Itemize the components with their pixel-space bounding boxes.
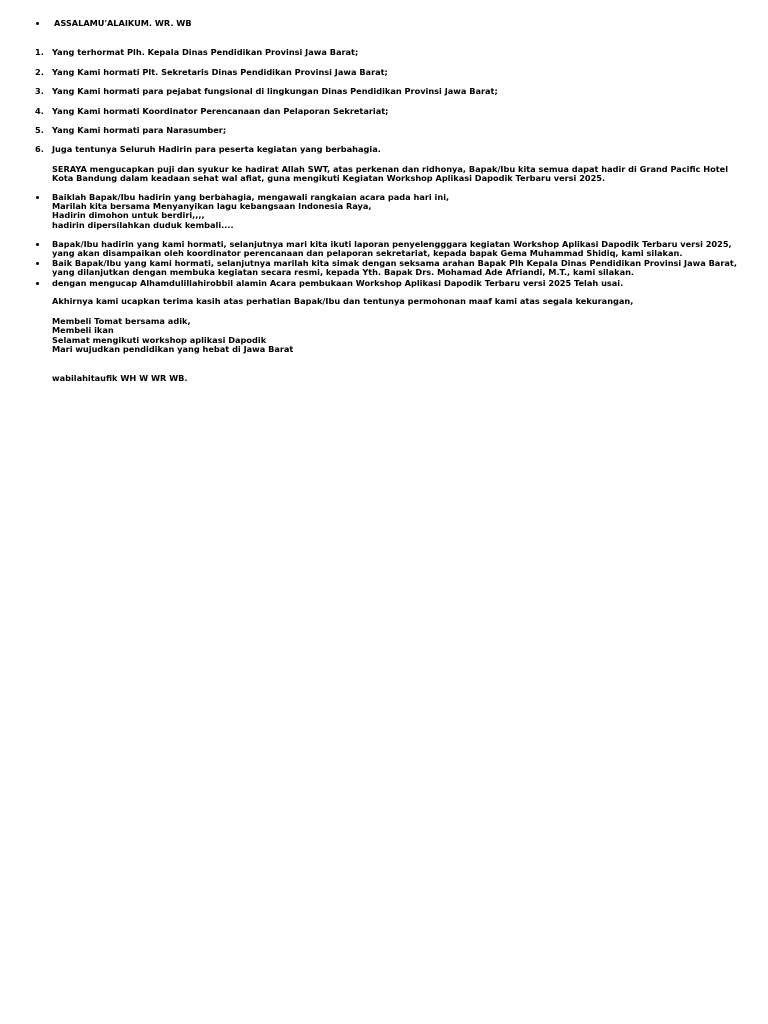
pantun-line: Selamat mengikuti workshop aplikasi Dapodik [52,335,267,345]
report-line: Bapak/Ibu hadirin yang kami hormati, selanjutnya mari kita ikuti laporan penyelengggara kegiatan Workshop Aplikasi Dapodik Terbaru versi 2025, [52,239,732,249]
pantun-line: Membeli Tomat bersama adik, [52,316,191,326]
salutation-number: 3. [35,86,44,96]
salutation-number: 6. [35,144,44,154]
report-bullet [36,243,39,246]
speech-bullet [36,262,39,265]
anthem-line: Hadirin dimohon untuk berdiri,,,, [52,210,205,220]
speech-line: yang dilanjutkan dengan membuka kegiatan secara resmi, kepada Yth. Bapak Drs. Mohamad Ade Afriandi, M.T., kami silakan. [52,267,635,277]
anthem-line: Marilah kita bersama Menyanyikan lagu kebangsaan Indonesia Raya, [52,201,372,211]
salutation-text: Yang Kami hormati Koordinator Perencanaan dan Pelaporan Sekretariat; [52,106,389,116]
salutation-number: 5. [35,125,44,135]
greeting-bullet [36,22,39,25]
salutation-text: Juga tentunya Seluruh Hadirin para peserta kegiatan yang berbahagia. [52,144,381,154]
opening-line: SERAYA mengucapkan puji dan syukur ke hadirat Allah SWT, atas perkenan dan ridhonya, Bapak/Ibu kita semua dapat hadir di Grand Pacific Hotel [52,164,728,174]
closing-text: dengan mengucap Alhamdulillahirobbil alamin Acara pembukaan Workshop Aplikasi Dapodik Terbaru versi 2025 Telah usai. [52,278,624,288]
salutation-number: 2. [35,67,44,77]
pantun-line: Mari wujudkan pendidikan yang hebat di Jawa Barat [52,344,294,354]
anthem-bullet [36,196,39,199]
salutation-text: Yang Kami hormati para Narasumber; [52,125,227,135]
opening-line: Kota Bandung dalam keadaan sehat wal afiat, guna mengikuti Kegiatan Workshop Aplikasi Dapodik Terbaru versi 2025. [52,173,606,183]
salutation-number: 4. [35,106,44,116]
salutation-number: 1. [35,47,44,57]
salutation-text: Yang Kami hormati Plt. Sekretaris Dinas Pendidikan Provinsi Jawa Barat; [52,67,388,77]
pantun-line: Membeli ikan [52,325,114,335]
speech-line: Baik Bapak/Ibu yang kami hormati, selanjutnya marilah kita simak dengan seksama arahan Bapak Plh Kepala Dinas Pendidikan Provinsi Jawa Barat, [52,258,737,268]
salutation-text: Yang Kami hormati para pejabat fungsional di lingkungan Dinas Pendidikan Provinsi Jawa Barat; [52,86,498,96]
salutation-text: Yang terhormat Plh. Kepala Dinas Pendidikan Provinsi Jawa Barat; [52,47,359,57]
anthem-line: Baiklah Bapak/Ibu hadirin yang berbahagia, mengawali rangkaian acara pada hari ini, [52,192,450,202]
greeting-text: ASSALAMU'ALAIKUM. WR. WB [54,18,192,28]
anthem-line: hadirin dipersilahkan duduk kembali.... [52,220,234,230]
thanks-text: Akhirnya kami ucapkan terima kasih atas perhatian Bapak/Ibu dan tentunya permohonan maaf kami atas segala kekurangan, [52,296,634,306]
report-line: yang akan disampaikan oleh koordinator perencanaan dan pelaporan sekretariat, kepada bapak Gema Muhammad Shidiq, kami silakan. [52,248,683,258]
farewell-text: wabilahitaufik WH W WR WB. [52,373,188,383]
closing-bullet [36,282,39,285]
